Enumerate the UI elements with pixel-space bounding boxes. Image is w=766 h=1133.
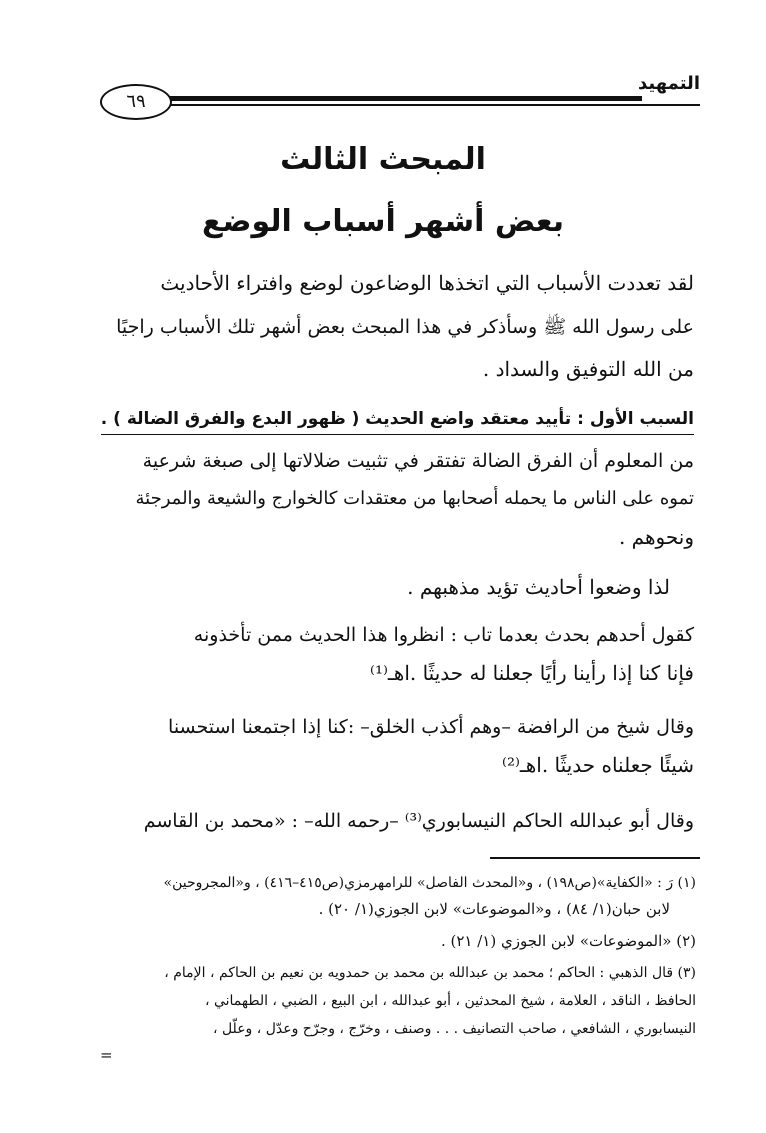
body-line: من المعلوم أن الفرق الضالة تفتقر في تثبيت ضلالاتها إلى صبغة شرعية (142, 450, 694, 472)
header-rule (170, 96, 642, 101)
footnote-rule (490, 857, 700, 859)
intro-line: من الله التوفيق والسداد . (482, 357, 694, 381)
quote-line: وقال شيخ من الرافضة –وهم أكذب الخلق– :كنا إذا اجتمعنا استحسنا (168, 716, 694, 738)
body-line: ونحوهم . (618, 525, 694, 549)
footnote-line: (٢) «الموضوعات» لابن الجوزي (١/ ٢١) . (440, 932, 696, 950)
quote-line: فإنا كنا إذا رأينا رأيًا جعلنا له حديثًا .اهـ⁽¹⁾ (370, 661, 694, 685)
footnote-line: النيسابوري ، الشافعي ، صاحب التصانيف . . . وصنف ، وخرّج ، وجرّح وعدّل ، وعلّل ، (212, 1021, 696, 1037)
quote-line: شيئًا جعلناه حديثًا .اهـ⁽²⁾ (502, 753, 694, 777)
chapter-subtitle: بعض أشهر أسباب الوضع (202, 204, 564, 239)
quote-line: كقول أحدهم بحدث بعدما تاب : انظروا هذا الحديث ممن تأخذونه (193, 624, 694, 646)
chapter-title: المبحث الثالث (280, 142, 486, 177)
intro-line: لقد تعددت الأسباب التي اتخذها الوضاعون لوضع وافتراء الأحاديث (160, 271, 694, 295)
footnote-line: (٣) قال الذهبي : الحاكم ؛ محمد بن عبدالله بن محمد بن حمدويه بن نعيم بن الحاكم ، الإمام ، (164, 965, 696, 981)
page-number: ٦٩ (100, 84, 172, 120)
intro-line: على رسول الله ﷺ وسأذكر في هذا المبحث بعض أشهر تلك الأسباب راجيًا (116, 316, 694, 338)
footnote-line: (١) رَ : «الكفاية»(ص١٩٨) ، و«المحدث الفاصل» للرامهرمزي(ص٤١٥–٤١٦) ، و«المجروحين» (163, 875, 696, 891)
footnote-continuation-mark: = (100, 1046, 113, 1064)
body-line: تموه على الناس ما يحمله أصحابها من معتقدات كالخوارج والشيعة والمرجئة (135, 488, 694, 509)
quote-line: وقال أبو عبدالله الحاكم النيسابوري⁽³⁾ –رحمه الله– : «محمد بن القاسم (143, 810, 694, 832)
running-title: التمهيد (638, 73, 700, 94)
footnote-line: الحافظ ، الناقد ، العلامة ، شيخ المحدثين ، أبو عبدالله ، ابن البيع ، الضبي ، الطهماني ، (205, 993, 696, 1009)
section-heading: السبب الأول : تأييد معتقد واضع الحديث ( ظهور البدع والفرق الضالة ) . (101, 406, 694, 435)
header-rule-thin (170, 104, 700, 106)
body-line: لذا وضعوا أحاديث تؤيد مذهبهم . (407, 575, 670, 599)
footnote-line: لابن حبان(١/ ٨٤) ، و«الموضوعات» لابن الجوزي(١/ ٢٠) . (318, 900, 670, 918)
